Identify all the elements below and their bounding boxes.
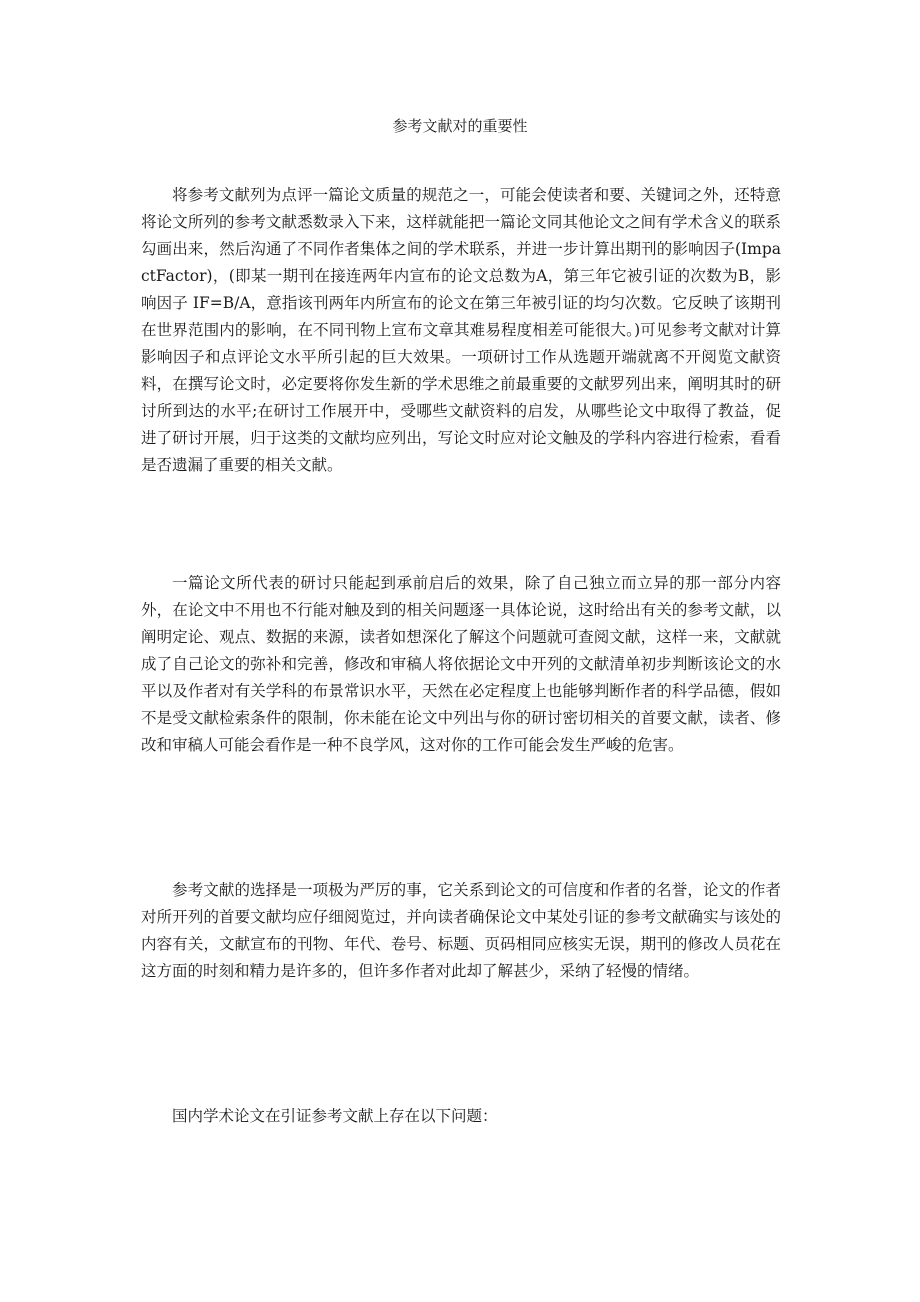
paragraph-2: 一篇论文所代表的研讨只能起到承前启后的效果，除了自己独立而立异的那一部分内容外，在论文中不用也不行能对触及到的相关问题逐一具体论说，这时给出有关的参考文献，以阐明定论、观点、数据的来源，读者如想深化了解这个问题就可查阅文献，这样一来，文献就成了自己论文的弥补和完善，修改和审稿人将依据论文中开列的文献清单初步判断该论文的水平以及作者对有关学科的布景常识水平，天然在必定程度上也能够判断作者的科学品德，假如不是受文献检索条件的限制，你未能在论文中列出与你的研讨密切相关的首要文献，读者、修改和审稿人可能会看作是一种不良学风，这对你的工作可能会发生严峻的危害。 — [141, 574, 781, 754]
document-title: 参考文献对的重要性 — [392, 117, 528, 135]
paragraph-1: 将参考文献列为点评一篇论文质量的规范之一，可能会使读者和要、关键词之外，还特意将论文所列的参考文献悉数录入下来，这样就能把一篇论文同其他论文之间有学术含义的联系勾画出来，然后沟通了不同作者集体之间的学术联系，并进一步计算出期刊的影响因子(ImpactFactor)，(即某一期刊在接连两年内宣布的论文总数为A，第三年它被引证的次数为B，影响因子 IF=B/A，意指该刊两年内所宣布的论文在第三年被引证的均匀次数。它反映了该期刊在世界范围内的影响，在不同刊物上宣布文章其难易程度相差可能很大。)可见参考文献对计算影响因子和点评论文水平所引起的巨大效果。一项研讨工作从选题开端就离不开阅览文献资料，在撰写论文时，必定要将你发生新的学术思维之前最重要的文献罗列出来，阐明其时的研讨所到达的水平;在研讨工作展开中，受哪些文献资料的启发，从哪些论文中取得了教益，促进了研讨开展，归于这类的文献均应列出，写论文时应对论文触及的学科内容进行检索，看看是否遗漏了重要的相关文献。 — [141, 186, 781, 474]
paragraph-4: 国内学术论文在引证参考文献上存在以下问题： — [172, 1107, 498, 1125]
paragraph-3: 参考文献的选择是一项极为严厉的事，它关系到论文的可信度和作者的名誉，论文的作者对所开列的首要文献均应仔细阅览过，并向读者确保论文中某处引证的参考文献确实与该处的内容有关，文献宣布的刊物、年代、卷号、标题、页码相同应核实无误，期刊的修改人员花在这方面的时刻和精力是许多的，但许多作者对此却了解甚少，采纳了轻慢的情绪。 — [141, 881, 781, 980]
